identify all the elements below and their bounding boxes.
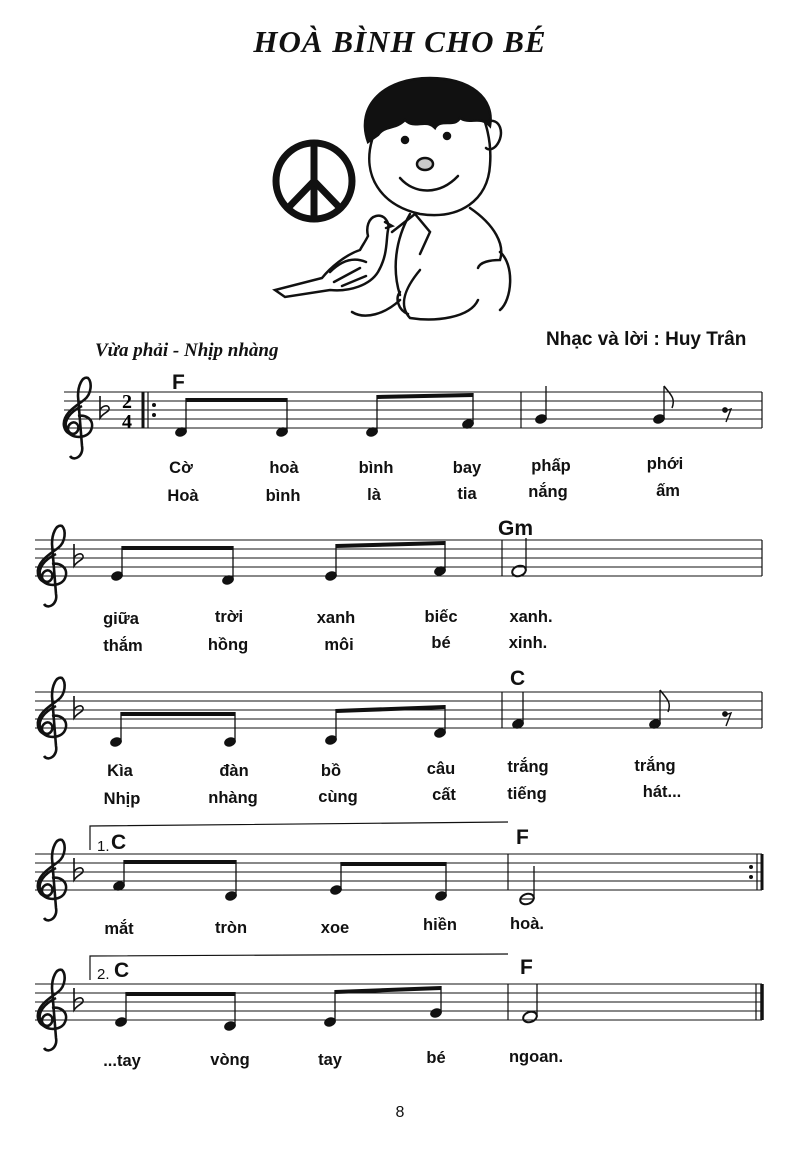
lyric-syllable: phới	[646, 455, 684, 473]
lyric-syllable: Cờ	[169, 459, 193, 477]
lyric-syllable: giữa	[103, 610, 139, 628]
lyric-syllable: hiền	[423, 916, 457, 934]
treble-clef-icon	[64, 378, 92, 459]
lyric-syllable: tròn	[214, 919, 248, 937]
lyric-syllable: xanh.	[509, 608, 553, 626]
lyric-syllable: xoe	[320, 919, 350, 937]
staff-lines	[35, 392, 762, 1020]
lyric-syllable: là	[367, 486, 381, 504]
lyric-syllable: đàn	[219, 762, 249, 780]
chord-symbol: Gm	[498, 517, 534, 540]
volta-number: 1.	[97, 838, 110, 855]
lyric-syllable: tay	[318, 1051, 342, 1069]
lyric-syllable: hồng	[207, 636, 249, 654]
lyric-syllable: ...tay	[103, 1052, 141, 1070]
time-sig-top: 2	[122, 391, 132, 413]
chord-symbol: F	[516, 826, 529, 849]
lyric-syllable: ấm	[656, 482, 680, 500]
page-number: 8	[395, 1104, 405, 1121]
treble-clef-icon	[38, 678, 66, 759]
notes	[109, 386, 731, 1032]
lyric-syllable: trắng	[507, 758, 549, 776]
lyric-syllable: Hoà	[167, 487, 199, 505]
lyric-syllable: ngoan.	[508, 1048, 564, 1066]
song-title: HOÀ BÌNH CHO BÉ	[253, 24, 547, 59]
lyric-syllable: nhàng	[208, 789, 258, 807]
lyric-syllable: hoà.	[510, 915, 544, 933]
lyric-syllable: hoà	[269, 459, 299, 477]
lyric-syllable: hát...	[642, 783, 682, 801]
lyric-syllable: trắng	[634, 757, 676, 775]
lyric-syllable: xinh.	[508, 634, 548, 652]
chord-symbol: F	[172, 371, 185, 394]
lyric-syllable: thắm	[103, 637, 143, 655]
lyric-syllable: bé	[431, 634, 451, 652]
lyric-syllable: môi	[324, 636, 354, 654]
lyric-syllable: Nhịp	[103, 790, 141, 808]
treble-clef-icon	[38, 526, 66, 607]
flat-icon	[74, 858, 83, 880]
lyric-syllable: mắt	[104, 920, 134, 938]
lyric-syllable: xanh	[316, 609, 356, 627]
lyric-syllable: tia	[457, 485, 477, 503]
lyric-syllable: trời	[214, 608, 244, 626]
composer-credit: Nhạc và lời : Huy Trân	[546, 329, 747, 350]
chord-symbol: C	[114, 959, 130, 982]
lyric-syllable: nắng	[528, 483, 568, 501]
tempo-marking: Vừa phải - Nhịp nhàng	[95, 340, 279, 361]
lyric-syllable: tiếng	[507, 785, 547, 803]
lyric-syllable: câu	[426, 760, 456, 778]
lyric-syllable: biếc	[424, 608, 458, 626]
volta-brackets	[90, 822, 508, 980]
treble-clef-icon	[38, 840, 66, 921]
flat-icon	[74, 696, 83, 718]
lyric-syllable: bé	[426, 1049, 446, 1067]
lyric-syllable: phấp	[531, 457, 571, 475]
flat-icon	[74, 988, 83, 1010]
lyric-syllable: bình	[358, 459, 394, 477]
lyric-syllable: vòng	[210, 1051, 250, 1069]
lyric-syllable: bay	[452, 459, 482, 477]
lyric-syllable: cất	[432, 786, 456, 804]
treble-clef-icon	[38, 970, 66, 1051]
lyric-syllable: Kìa	[107, 762, 133, 780]
chord-symbol: C	[111, 831, 127, 854]
lyric-syllable: cùng	[318, 788, 358, 806]
chord-symbol: C	[510, 667, 526, 690]
flat-icon	[74, 544, 83, 566]
lyric-syllable: bồ	[320, 762, 342, 780]
time-sig-bottom: 4	[122, 411, 132, 433]
volta-number: 2.	[97, 966, 110, 983]
chord-symbol: F	[520, 956, 533, 979]
flat-icon	[100, 396, 109, 418]
lyric-syllable: bình	[265, 487, 301, 505]
